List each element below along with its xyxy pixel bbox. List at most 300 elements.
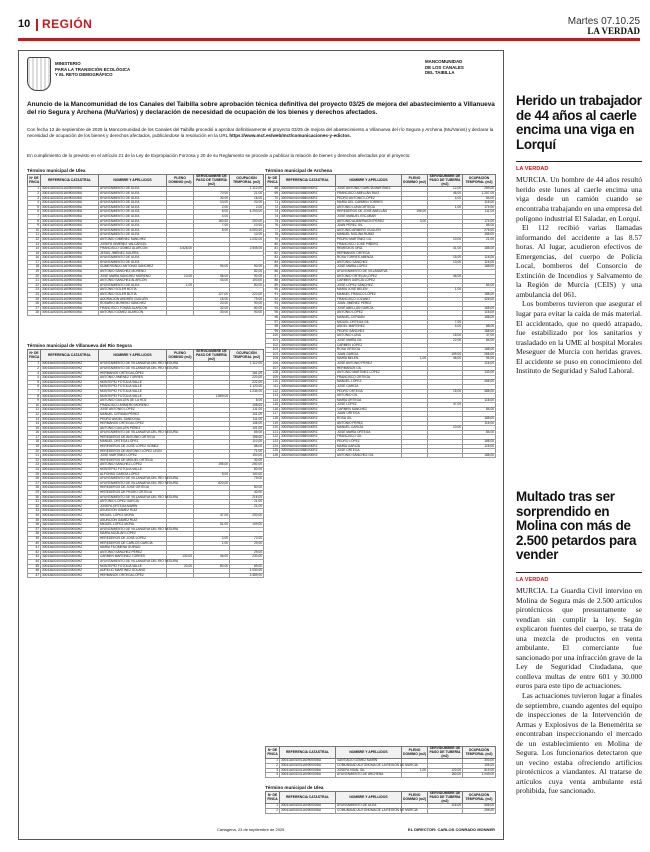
table-cell: 1 [28,362,41,367]
table-cell: 30009A001000680000RZ [280,343,336,348]
table-cell: 100,00 [230,454,264,459]
table-cell: 110,00 [230,440,264,445]
table-cell: ANTONIO ALBARRACÍN PÉREZ [336,219,402,224]
table-cell: JUAN PÉREZ GIL [336,224,402,229]
column-header: SERVIDUMBRE DE PASO DE TUBERÍA (m2) [429,791,461,803]
table-cell: MARÍA FILOMENA GUIRAO [99,546,167,551]
table-cell: ASUNCIÓN GÁMEZ RUIZ [99,509,167,514]
table-cell: MARÍA ORTEGA [336,398,402,403]
column-header: SERVIDUMBRE DE PASO DE TUBERÍA (m2) [429,746,461,758]
table-cell: 188,00 [463,293,496,298]
table-cell: 93 [266,302,280,307]
table-cell: AYUNTAMIENTO DE ULEA [336,804,402,809]
table-cell: 30009A001000680000RZ [280,283,336,288]
table-cell: 71,00 [230,449,264,454]
table-cell: FRANCISCO ORTEGA [336,375,402,380]
table-cell: 23 [28,463,41,468]
column-header: Nº DE FINCA [28,350,41,362]
table-cell: AYUNTAMIENTO DE VILLANUEVA DEL RÍO SEGURA [100,480,179,485]
table-cell [428,808,463,813]
table-cell: 30043A00100032000000HZ [41,371,99,376]
table-cell: 15,00 [194,297,230,302]
table-cell: 85 [266,265,280,270]
table-cell: 30043A00100032000000HZ [41,454,99,459]
table-cell [194,573,230,578]
table-row [28,311,264,316]
column-header: NOMBRE Y APELLIDOS [336,792,402,804]
table-cell: 2 [266,763,280,768]
table-cell: 195,00 [402,210,428,215]
table-cell: 27 [28,481,41,486]
table-cell: 98 [266,325,280,330]
table-cell: 7 [28,214,41,219]
table-cell: MONTEPÍO FOTOLIA VALLE [99,385,167,390]
table-cell: 30041A00100116090000BU [41,201,99,206]
table-cell: 7 [28,389,41,394]
table-cell: 30041A00100116090000BU [41,297,99,302]
column-header: Nº DE FINCA [266,747,280,759]
table-cell: AYUNTAMIENTO DE ULEA [99,219,167,224]
table-cell: 30009A001000680000RZ [280,435,336,440]
table-cell: 111,00 [230,417,264,422]
table-cell: 46,00 [428,191,463,196]
notice-url-link[interactable]: https://www.mct.es/web/mct/comunicaciones-y-edictos. [229,132,351,138]
table-cell: AYUNTAMIENTO DE ULEA [99,233,167,238]
divider [516,161,642,162]
article-headline: Multado tras ser sorprendido en Molina con más de 2.500 petardos para vender [516,489,637,563]
table-cell: 79 [266,237,280,242]
table-cell: 101,00 [230,412,264,417]
table-cell: 303,00 [463,759,496,764]
table-cell: 30043A00100032000000HZ [41,555,99,560]
table-cell: MONTEPÍO FOTOLIA VALLE [99,468,167,473]
table-cell: 97 [266,320,280,325]
table-cell: 21,00 [230,191,264,196]
table-cell: JOSÉ GARCÍA [336,384,402,389]
table-cell: JOSÉ MARÍA GIL [336,338,402,343]
table-cell: ANTONIO ARMERO GUILLÉN [336,228,402,233]
table-cell: 28 [28,311,41,316]
table-cell: 4 [28,201,41,206]
table-cell: AYUNTAMIENTO DE VILLANUEVA DEL RÍO SEGURA [100,365,179,370]
table-cell: FRANCISCO TOMÁS ALARCÓN [99,306,167,311]
table-cell: 29,00 [230,550,264,555]
table-cell: 121 [266,430,280,435]
table-cell: MONTEPÍO FOTOLIA VALLE [99,564,167,569]
table-cell: 30009A001000680000RZ [280,210,336,215]
table-cell: 30009A001000680000RZ [280,449,336,454]
table-cell: FRANCISCO JOSÉ PIÑERO [336,242,402,247]
table-cell: JOSÉ MARTÍNEZ LÓPEZ [99,454,167,459]
table-cell: 200,00 [230,513,264,518]
table-row [28,573,264,578]
table-cell: 17 [28,435,41,440]
table-cell: 47,00 [194,513,230,518]
table-cell: 30043A00100032000000HZ [41,445,99,450]
table-cell: 11 [28,408,41,413]
table-cell: JOSEFA VIDAL GIL [336,768,402,773]
table-cell: 30043A00100032000000HZ [41,468,99,473]
table-cell: COMUNIDAD AUTÓNOMA DE LA REGIÓN DE MURCIA [337,762,418,767]
article-paragraph: MURCIA. La Guardia Civil intervino en Molina de Segura más de 2.500 artículos pirotécnicos que presuntamente se vendían sin cumplir la ley. Según explicaron fuentes del cuerpo, se trata de una mezcla de productos en venta ambulante. El comerciante fue sancionado por una infracción grave de la Ley de Seguridad Ciudadana, que conlleva multas de entre 601 y 30.000 euros para este tipo de actuaciones. [516,585,642,691]
table-cell: JOSÉ LÓPEZ SÁNCHEZ [336,283,402,288]
table-cell: 106 [266,361,280,366]
table-cell: ROSA GIL [336,417,402,422]
table-cell: ALFONSO GARCÍA LÓPEZ [99,472,167,477]
table-cell: 116,00 [463,421,496,426]
table-cell: 116,00 [463,256,496,261]
table-cell: 30043A00100032000000HZ [41,385,99,390]
table-cell: 1.112,00 [230,362,264,367]
table-cell: 188,00 [463,440,496,445]
table-cell: 30041A00100116090000BU [41,214,99,219]
table-cell: 30009A001000680000RZ [280,297,336,302]
table-cell: 3 [28,371,41,376]
table-cell: 117 [266,412,280,417]
table-cell: 88 [266,279,280,284]
table-cell: 1.234,00 [230,389,264,394]
table-cell: MONTEPÍO FOTOLIA VALLE [99,380,167,385]
table-cell: 30009A001000680000RZ [280,205,336,210]
table-cell: ANTONIO ORTEGA LÓPEZ [336,274,402,279]
article-paragraph: Los bomberos tuvieron que asegurar el lugar para evitar la caída de más material. El accidentado, que no quedó atrapado, fue estabilizado por los sanitarios y trasladado en la UME al hospital Morales Meseguer de Murcia con heridas graves. El accidente se puso en conocimiento del Instituto de Seguridad y Salud Laboral. [516,299,642,376]
table-cell: JUAN JIMÉNEZ PÉREZ [336,302,402,307]
table-cell: 30009A001000680000RZ [280,444,336,449]
table-cell: 4,00 [428,325,463,330]
table-cell: 30043A00100032000000HZ [41,422,99,427]
table-cell: MANUEL CERDÁN PÉREZ [99,412,167,417]
table-cell: 30009A001000680000RZ [280,421,336,426]
table-cell: JOSÉ MARÍA LÓPEZ [336,265,402,270]
table-cell: 30041A00100116090000BU [41,306,99,311]
table-cell: 109 [266,375,280,380]
table-cell: CARMEN LÓPEZ [336,343,402,348]
table-cell: 26 [28,477,41,482]
table-cell: 188,00 [463,329,496,334]
table-cell: JOSÉ ANTONIO LÓPEZ [99,408,167,413]
coat-of-arms-icon [27,57,51,91]
table-cell: 1.049,00 [463,773,496,778]
table-cell: 41 [28,546,41,551]
table-cell: 19 [28,445,41,450]
table-cell: 34 [28,513,41,518]
table-cell: 116,00 [463,444,496,449]
table-cell: JUAN ORTEGA [336,412,402,417]
table-cell: 119 [266,421,280,426]
table-cell: 17 [28,260,41,265]
table-cell: HEREDEROS DE JOSÉ LÓPEZ [99,536,167,541]
table-cell: 70 [266,196,280,201]
table-cell: MONTEPÍO FOTOLIA VALLE [99,389,167,394]
table-cell: JOSÉ ANTONIO GARCÍA MARTÍNEZ [336,187,402,192]
table-cell: 188,00 [463,247,496,252]
table-cell: 76 [266,224,280,229]
table-cell: 8 [28,219,41,224]
table-cell: 30041A00100116090000BU [41,205,99,210]
table-cell: 123 [266,440,280,445]
table-cell: 40,00 [230,491,264,496]
table-cell: 43,00 [194,279,230,284]
table-cell: 92 [266,297,280,302]
table-cell: REMEDIOS ORIZ [336,247,402,252]
table-cell: 3 [28,196,41,201]
table-cell: 30043A00100032000000HZ [41,518,99,523]
table-cell: 37,00 [463,334,496,339]
table-cell: 111,00 [463,210,496,215]
table-cell: 112 [266,389,280,394]
table-cell: 90,00 [230,311,264,316]
column-header: OCUPACIÓN TEMPORAL (m2) [463,792,496,804]
table-cell: 30,00 [230,458,264,463]
table-label-villanueva: Término municipal de Villanueva del Río Segura [27,343,132,348]
table-cell: 46,00 [428,357,463,362]
table-cell: ANTONIO SOLER BOTÍA [99,293,167,298]
table-cell: 30009A001000680000RZ [280,352,336,357]
table-cell: 1.869,00 [194,394,230,399]
table-cell: 30043A00100032000000HZ [41,546,99,551]
table-cell: 30009A001000680000RZ [280,384,336,389]
table-cell: 33 [28,509,41,514]
table-cell: 188,00 [463,348,496,353]
table-cell: 276,00 [463,228,496,233]
table-cell: 116,00 [463,260,496,265]
table-cell: ANTONIO LUNA [336,334,402,339]
table-label-archena: Término municipal de Archena [265,168,332,173]
table-cell: 30009A001000680000RZ [280,426,336,431]
table-cell: 22,00 [428,338,463,343]
table-cell: 120,00 [428,768,463,773]
table-cell: 30041A00100116090000BU [41,210,99,215]
table-cell: AYUNTAMIENTO DE ULEA [99,210,167,215]
table-cell: MANUEL MOLINA RUBIO [336,233,402,238]
table-cell: 456,00 [463,380,496,385]
table-cell: 16,00 [230,196,264,201]
table-cell: 30009A001000680000RZ [280,274,336,279]
table-cell: 100,00 [230,279,264,284]
table-cell: 7,00 [428,320,463,325]
table-cell: 30009A001000680000RZ [280,417,336,422]
table-cell: 30043A00100032000000HZ [41,536,99,541]
table-cell: 70,00 [194,191,230,196]
table-cell: 47,00 [428,403,463,408]
table-cell: ANTONIO LÓPEZ GARCÍA [99,500,167,505]
table-cell: 1.032,00 [230,237,264,242]
table-cell: 124 [266,444,280,449]
table-cell: 126 [266,453,280,458]
table-cell: 32,00 [194,306,230,311]
table-cell: 100,00 [230,472,264,477]
notice-legal-text: En cumplimiento de lo previsto en el artículo 21 de la Ley de Expropiación Forzosa y 20 de su Reglamento se procede a publicar la relación de bienes y derechos afectados por el proyecto: [27,153,411,158]
table-cell: 80,00 [194,564,230,569]
table-cell: 30041A00100116090000BU [41,191,99,196]
table-cell: 188,00 [463,316,496,321]
table-cell: 185,00 [463,233,496,238]
table-cell: MARÍA AGUILAR LÓPEZ [99,532,167,537]
column-header: NOMBRE Y APELLIDOS [99,350,167,362]
table-cell: 44 [28,559,41,564]
table-cell: 21,00 [230,504,264,509]
table-cell: JUAN GARCÍA [336,352,402,357]
table-cell: 15,00 [428,256,463,261]
table-cell: AYUNTAMIENTO DE ULEA [99,205,167,210]
table-cell: ANTONIO SÁNCHEZ PÉREZ [99,550,167,555]
table-cell: 14 [28,247,41,252]
table-cell: ANTONIO PÉREZ [336,421,402,426]
table-cell: 73 [266,210,280,215]
table-cell: PEDRO MARTÍNEZ GIL [336,237,402,242]
table-cell: ANTONIO MARTÍNEZ LÓPEZ [336,371,402,376]
table-cell: 30009A001000680000RZ [280,242,336,247]
column-header: OCUPACIÓN TEMPORAL (m2) [230,175,264,187]
table-cell: PEDRO ORTEGA [336,389,402,394]
table-cell: 160,00 [428,773,463,778]
table-cell: 111 [266,384,280,389]
table-cell: 30041A00100116090000BU [41,219,99,224]
table-cell: 30009A001000680000RZ [280,348,336,353]
table-cell [402,453,428,458]
table-cell: 2 [28,191,41,196]
table-cell: PEDRO SÁNCHEZ [336,329,402,334]
table-cell: 30043A00100032000000HZ [41,477,99,482]
table-cell: 30043A00100032000000HZ [41,527,99,532]
table-cell: 160,00 [194,219,230,224]
table-cell: JOSÉ ANTONIO PÉREZ [336,361,402,366]
table-cell: 30043A00100032000000HZ [41,500,99,505]
page-header [18,16,640,41]
table-cell: 30041A00100116090000BU [41,196,99,201]
table-cell: 113 [266,394,280,399]
table-cell: 30009A001000680000RZ [280,394,336,399]
table-cell: 30009A001000680000RZ [280,265,336,270]
table-cell: 2,00 [194,536,230,541]
table-cell: 30009A001000680000RZ [280,325,336,330]
table-cell [402,773,428,778]
table-cell: 45 [28,564,41,569]
table-cell: 1.257,00 [463,191,496,196]
table-cell: HERMANOS ORTEGA [336,251,402,256]
table-cell: 10 [28,403,41,408]
table-cell: 18 [28,440,41,445]
table-cell: 188,00 [463,453,496,458]
table-cell: 30041A00100116090000BU [41,187,99,192]
table-cell: 95 [266,311,280,316]
table-cell: 250,00 [230,463,264,468]
table-cell: 30043A00100032000000HZ [41,449,99,454]
table-cell: 30043A00100032000000HZ [41,394,99,399]
table-cell: 74 [266,214,280,219]
table-cell: AYUNTAMIENTO DE VILLANUEVA [336,270,402,275]
column-header: Nº DE FINCA [266,792,280,804]
table-cell: AYUNTAMIENTO DE ULEA [99,256,167,261]
table-cell: ROSARIO MORENO SÁNCHEZ [99,302,167,307]
issue-date: Martes 07.10.25 [567,16,640,27]
table-cell: ANTONIO GÓMEZ ALARCÓN [99,311,167,316]
table-cell: MANUEL GARCÍA [336,426,402,431]
table-cell: 89 [266,283,280,288]
table-cell: 116,00 [463,311,496,316]
ministry-name: MINISTERIO PARA LA TRANSICIÓN ECOLÓGICA Y EL RETO DEMOGRÁFICO [55,61,131,77]
table-cell: MANUEL ORTEGA LÓPEZ [99,440,167,445]
table-cell: 5,00 [194,472,230,477]
column-header: PLENO DOMINIO (m2) [402,175,428,187]
table-cell: HEREDEROS DE JOSÉ ORTEGA [99,486,167,491]
table-cell: MARÍA JOSÉ BELÉN [336,288,402,293]
table-cell: ANTONIO GIMÉNEZ SÁNCHEZ [99,237,167,242]
table-cell: 10,00 [167,274,194,279]
table-cell: 30009A001000680000RZ [280,228,336,233]
table-cell: 30041A00100116090000BU [280,768,336,773]
column-header: REFERENCIA CATASTRAL [41,175,99,187]
table-cell: 116,00 [428,804,463,809]
table-cell: AYUNTAMIENTO DE VILLANUEVA DEL RÍO SEGURA [100,430,179,435]
table-cell: 30009A001000680000RZ [280,375,336,380]
table-cell: MANUEL FRANCO LÓPEZ [336,293,402,298]
table-cell: 30043A00100032000000HZ [41,495,99,500]
table-cell: 2,00 [194,205,230,210]
table-row [266,808,496,813]
table-cell: 111,00 [230,408,264,413]
table-cell: 30009A001000680000RZ [280,398,336,403]
table-cell: 3.528,00 [167,247,194,252]
table-cell: AYUNTAMIENTO DE ULEA [99,191,167,196]
table-cell: 30009A001000680000RZ [280,302,336,307]
divider [516,572,642,573]
table-cell: 30043A00100032000000HZ [41,412,99,417]
table-cell: 30041A00100116090000BU [41,265,99,270]
table-cell: JOSÉ ORTEGA [336,449,402,454]
table-cell: 2.545,00 [230,247,264,252]
table-cell: 21,00 [463,237,496,242]
table-cell: 220,00 [230,376,264,381]
table-cell: 116,00 [463,361,496,366]
table-cell: 266,00 [463,352,496,357]
table-cell: 1,00 [428,288,463,293]
table-cell: 47 [28,573,41,578]
table-cell: 168,00 [463,306,496,311]
table-cell: 30009A001000680000RZ [280,403,336,408]
parcels-table-archena-extra [265,746,496,778]
table-cell: 68 [266,187,280,192]
table-cell: 75 [266,219,280,224]
table-cell: 116 [266,407,280,412]
column-header: REFERENCIA CATASTRAL [280,175,336,187]
table-cell: 110 [266,380,280,385]
table-cell: 30043A00100032000000HZ [41,376,99,381]
table-cell: 10,00 [194,201,230,206]
table-cell: 116,00 [463,201,496,206]
table-cell: 114 [266,398,280,403]
table-cell: 30041A00100116090000BU [280,808,336,813]
table-cell: AYUNTAMIENTO DE ARCHENA [336,773,402,778]
table-cell: 83 [266,256,280,261]
table-cell: JOSEFA GIMÉNEZ VALCÁRCEL [99,242,167,247]
table-cell: 30009A001000680000RZ [280,306,336,311]
table-cell: ANTONIO LUNA ORTEGA [336,205,402,210]
table-cell: 426,00 [463,297,496,302]
table-cell: ANTONIO SÁNCHEZ ALARCÓN [99,279,167,284]
table-cell: 30041A00100116090000BU [41,270,99,275]
table-cell: 8,00 [230,399,264,404]
table-cell: 30009A001000680000RZ [280,224,336,229]
table-cell: 146,00 [230,422,264,427]
table-cell: MARÍA GARCÍA [336,444,402,449]
table-cell: 22 [28,458,41,463]
table-cell: ANTONIO SÁNCHEZ LÓPEZ [99,463,167,468]
table-cell: 174,00 [463,219,496,224]
table-cell: 80,00 [230,283,264,288]
table-cell: 30041A00100116090000BU [41,293,99,298]
table-cell: HERMANOS GIL [336,366,402,371]
